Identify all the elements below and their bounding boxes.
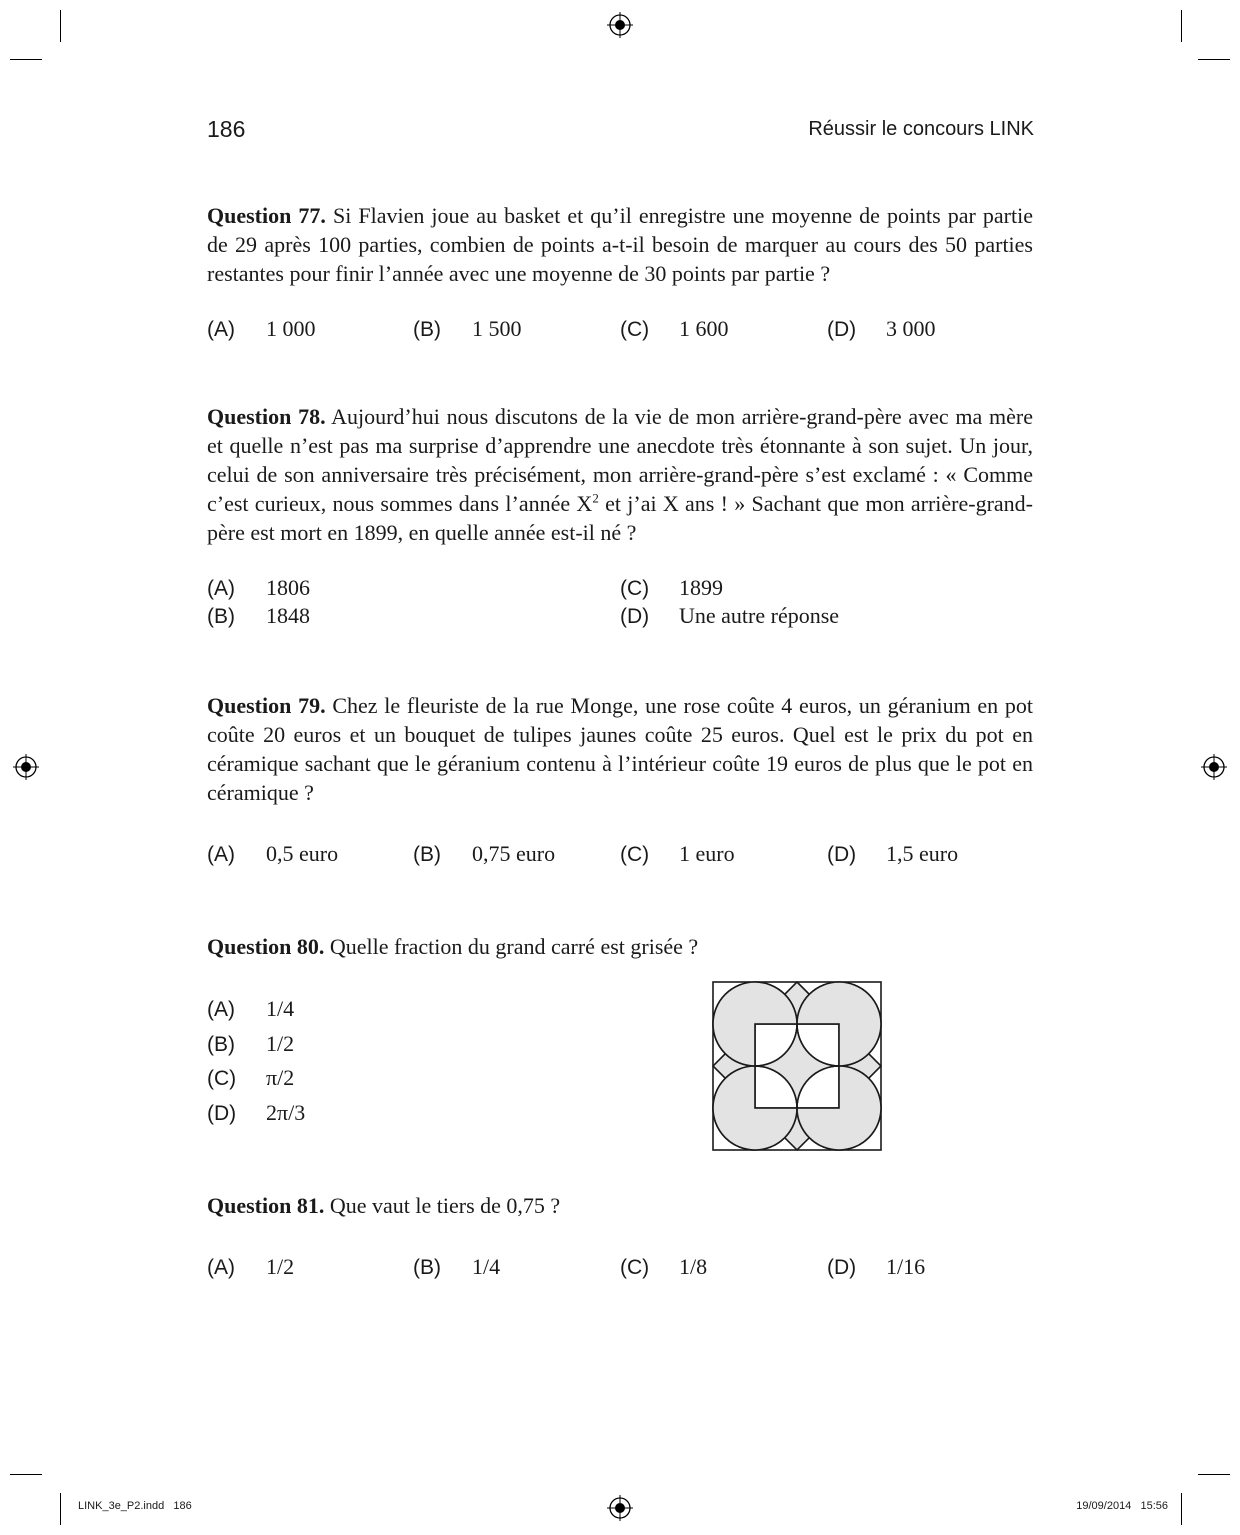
option-d	[620, 603, 839, 629]
option-value: 1,5 euro	[886, 841, 959, 866]
option-b	[207, 603, 310, 629]
option-letter: (B)	[413, 1256, 441, 1279]
crop-mark	[60, 1493, 61, 1525]
question-text: Quelle fraction du grand carré est grisée ?	[329, 934, 699, 959]
running-head: Réussir le concours LINK	[808, 118, 1034, 140]
option-value: 1/8	[679, 1254, 708, 1279]
option-a	[207, 841, 338, 867]
option-letter: (A)	[207, 843, 235, 866]
option-value: 0,5 euro	[266, 841, 339, 866]
option-letter: (D)	[620, 605, 650, 628]
option-letter: (B)	[413, 318, 441, 341]
option-letter: (C)	[620, 1256, 650, 1279]
option-letter: (A)	[207, 577, 235, 600]
question-text-cont: et j’ai X ans ! » Sachant que mon arrière-grand-père est mort en 1899, en quelle année est-il né ?	[207, 491, 1033, 545]
option-value: 1 600	[679, 316, 729, 341]
option-c	[620, 575, 723, 601]
option-c	[620, 841, 735, 867]
fraction-square-figure	[712, 981, 882, 1151]
option-b	[207, 1031, 294, 1057]
option-value: Une autre réponse	[679, 603, 840, 628]
crop-mark	[1181, 1493, 1182, 1525]
option-value: 1899	[679, 575, 723, 600]
option-value: 1/4	[472, 1254, 501, 1279]
option-value: 1/2	[266, 1031, 295, 1056]
crop-mark	[1198, 59, 1230, 60]
question-label: Question 79.	[207, 693, 326, 718]
option-letter: (C)	[207, 1067, 237, 1090]
option-letter: (D)	[827, 318, 857, 341]
option-value: 1 000	[266, 316, 316, 341]
option-value: 1848	[266, 603, 310, 628]
option-letter: (D)	[827, 1256, 857, 1279]
option-letter: (B)	[413, 843, 441, 866]
crop-mark	[60, 10, 61, 42]
registration-mark-icon	[607, 1495, 633, 1521]
question-79	[207, 691, 1033, 807]
option-c	[207, 1065, 294, 1091]
crop-mark	[10, 1474, 42, 1475]
registration-mark-icon	[13, 754, 39, 780]
page-number: 186	[207, 116, 246, 142]
option-b	[413, 316, 522, 342]
option-letter: (A)	[207, 998, 235, 1021]
question-label: Question 78.	[207, 404, 326, 429]
question-label: Question 77.	[207, 203, 326, 228]
question-label: Question 81.	[207, 1193, 325, 1218]
question-text: Si Flavien joue au basket et qu’il enregistre une moyenne de points par partie de 29 après 100 parties, combien de points a-t-il besoin de marquer au cours des 50 parties restantes pour finir l’année avec une moyenne de 30 points par partie ?	[207, 203, 1033, 286]
question-label: Question 80.	[207, 934, 325, 959]
option-c	[620, 1254, 707, 1280]
option-c	[620, 316, 729, 342]
crop-mark	[10, 59, 42, 60]
option-d	[827, 841, 958, 867]
registration-mark-icon	[1201, 754, 1227, 780]
option-d	[207, 1100, 305, 1126]
option-letter: (C)	[620, 843, 650, 866]
footer-file-name: LINK_3e_P2.indd 186	[78, 1500, 192, 1512]
crop-mark	[1181, 10, 1182, 42]
option-d	[827, 1254, 925, 1280]
option-value: 0,75 euro	[472, 841, 556, 866]
option-a	[207, 316, 316, 342]
option-letter: (A)	[207, 1256, 235, 1279]
footer-timestamp: 19/09/2014 15:56	[1076, 1500, 1168, 1512]
option-letter: (B)	[207, 605, 235, 628]
option-value: 1/2	[266, 1254, 295, 1279]
question-78	[207, 402, 1033, 547]
option-a	[207, 1254, 294, 1280]
option-letter: (D)	[207, 1102, 237, 1125]
option-a	[207, 575, 310, 601]
option-d	[827, 316, 936, 342]
option-a	[207, 996, 294, 1022]
question-80	[207, 932, 1033, 961]
option-value: 1806	[266, 575, 310, 600]
question-text: Chez le fleuriste de la rue Monge, une rose coûte 4 euros, un géranium en pot coûte 20 euros et un bouquet de tulipes jaunes coûte 25 euros. Quel est le prix du pot en céramique sachant que le géranium contenu à l’intérieur coûte 19 euros de plus que le pot en céramique ?	[207, 693, 1034, 805]
crop-mark	[1198, 1474, 1230, 1475]
option-value: 1/16	[886, 1254, 926, 1279]
option-value: 1 euro	[679, 841, 735, 866]
option-letter: (A)	[207, 318, 235, 341]
option-value: 1 500	[472, 316, 522, 341]
option-value: π/2	[266, 1065, 295, 1090]
option-letter: (D)	[827, 843, 857, 866]
option-value: 3 000	[886, 316, 936, 341]
question-81	[207, 1191, 1033, 1220]
option-b	[413, 1254, 500, 1280]
option-letter: (B)	[207, 1033, 235, 1056]
question-77	[207, 201, 1033, 288]
option-b	[413, 841, 555, 867]
option-value: 2π/3	[266, 1100, 306, 1125]
question-text: Aujourd’hui nous discutons de la vie de mon arrière-grand-père avec ma mère et quelle n’est pas ma surprise d’apprendre une anecdote très étonnante à son sujet. Un jour, celui de son anniversaire très précisément, mon arrière-grand-père s’est exclamé : « Comme c’est curieux, nous sommes dans l’année X	[207, 404, 1033, 516]
option-letter: (C)	[620, 577, 650, 600]
option-value: 1/4	[266, 996, 295, 1021]
question-text: Que vaut le tiers de 0,75 ?	[329, 1193, 561, 1218]
superscript: 2	[592, 490, 599, 506]
option-letter: (C)	[620, 318, 650, 341]
registration-mark-icon	[607, 12, 633, 38]
